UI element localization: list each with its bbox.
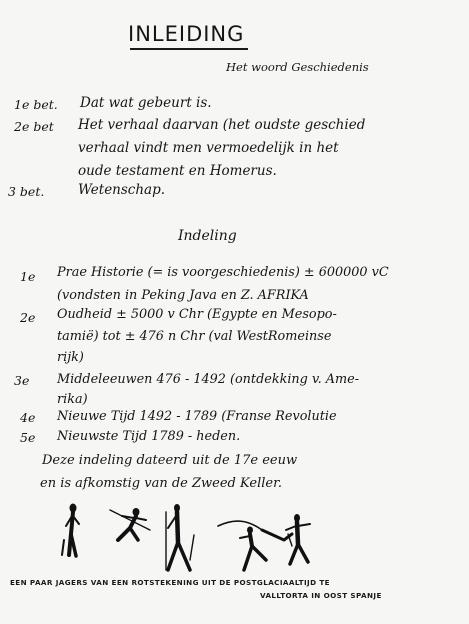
period-line: Nieuwe Tijd 1492 - 1789 (Franse Revolutie <box>57 409 337 424</box>
meaning-label: 1e bet. <box>14 97 58 112</box>
meaning-line: Het verhaal daarvan (het oudste geschied <box>78 117 366 133</box>
note-line: Deze indeling dateerd uit de 17e eeuw <box>42 453 298 468</box>
hunter-figure-3 <box>166 504 194 570</box>
title-underline <box>130 48 248 50</box>
period-label: 1e <box>20 269 36 284</box>
meaning-line: verhaal vindt men vermoedelijk in het <box>78 140 339 156</box>
hunter-figure-1 <box>62 504 79 557</box>
period-label: 4e <box>20 410 36 425</box>
period-label: 3e <box>14 373 30 388</box>
meaning-line: Dat wat gebeurt is. <box>80 95 212 111</box>
period-line: Middeleeuwen 476 - 1492 (ontdekking v. Ame- <box>57 372 360 387</box>
meaning-label: 3 bet. <box>8 184 45 199</box>
hunter-figure-5 <box>286 514 310 564</box>
period-line: Oudheid ± 5000 v Chr (Egypte en Mesopo- <box>57 307 337 322</box>
period-label: 5e <box>20 430 36 445</box>
page-title: INLEIDING <box>128 22 245 46</box>
figure-caption-line: VALLTORTA IN OOST SPANJE <box>260 591 382 600</box>
hunter-figure-2 <box>110 508 150 540</box>
meaning-label: 2e bet <box>14 119 54 134</box>
figure-caption-line: EEN PAAR JAGERS VAN EEN ROTSTEKENING UIT DE POSTGLACIAALTIJD TE <box>10 578 330 587</box>
period-label: 2e <box>20 310 36 325</box>
period-line: rika) <box>57 392 88 407</box>
period-line: tamië) tot ± 476 n Chr (val WestRomeinse <box>57 329 332 344</box>
period-line: Nieuwste Tijd 1789 - heden. <box>57 429 241 444</box>
meaning-line: Wetenschap. <box>78 182 166 198</box>
period-line: rijk) <box>57 350 84 365</box>
section-heading: Indeling <box>178 228 237 244</box>
page-subtitle: Het woord Geschiedenis <box>226 60 369 74</box>
rock-painting-figures <box>40 500 440 578</box>
meaning-line: oude testament en Homerus. <box>78 163 277 179</box>
hunter-figure-4 <box>218 521 292 570</box>
period-line: Prae Historie (= is voorgeschiedenis) ± 600000 vC <box>57 265 389 280</box>
note-line: en is afkomstig van de Zweed Keller. <box>40 476 282 491</box>
period-line: (vondsten in Peking Java en Z. AFRIKA <box>57 288 309 303</box>
